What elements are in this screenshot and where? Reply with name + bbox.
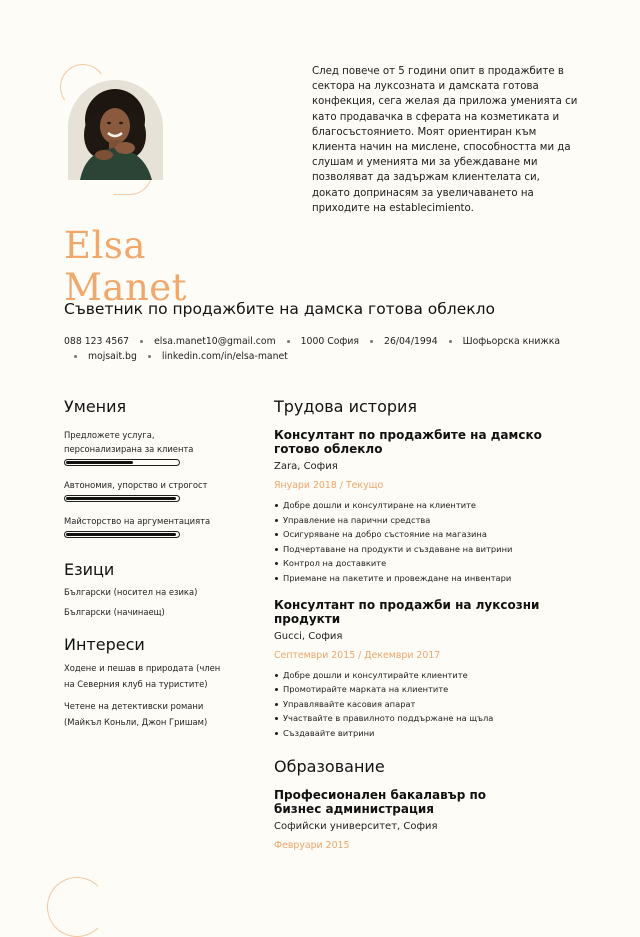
- profile-summary: След повече от 5 години опит в продажбите в сектора на луксозната и дамската готова конфекция, сега желая да приложа уменията си като продавачка в сферата на козметиката и благосъстоянието. Моят ориентиран към клиента начин на мислене, способността ми да слушам и уменията ми за убеждаване ми позволяват да задържам клиентелата си, докато допринасям за увеличаването на приходите на establecimiento.: [312, 66, 578, 214]
- job-position: Консултант по продажбите на дамско готово облекло: [274, 428, 542, 456]
- education-entry: [274, 788, 574, 851]
- separator-dot-icon: [370, 340, 373, 343]
- skill-label: Майсторство на аргументацията: [64, 516, 211, 526]
- job-duties: [274, 498, 574, 586]
- duty-item: Добре дошли и консултирайте клиентите: [274, 668, 574, 683]
- decorative-arc: [47, 877, 107, 937]
- separator-dot-icon: [449, 340, 452, 343]
- right-column: [274, 397, 574, 851]
- contact-row: [64, 350, 584, 365]
- separator-dot-icon: [140, 340, 143, 343]
- contact-info: [64, 335, 584, 364]
- skill-level-bar: [64, 459, 180, 466]
- education-dates: Февруари 2015: [274, 839, 350, 851]
- job-position: Консултант по продажби на луксозни продукти: [274, 597, 540, 626]
- school: Софийски университет, София: [274, 820, 438, 832]
- email-link[interactable]: elsa.manet10@gmail.com: [154, 336, 276, 347]
- full-name: [64, 225, 187, 309]
- duty-item: Контрол на доставките: [274, 556, 574, 571]
- duty-item: Участвайте в правилното поддържане на щъла: [274, 711, 574, 726]
- duty-item: Добре дошли и консултиране на клиентите: [274, 498, 574, 513]
- duty-item: Осигуряване на добро състояние на магазина: [274, 527, 574, 542]
- degree: Професионален бакалавър по бизнес администрация: [274, 787, 486, 816]
- interests-list: [64, 660, 249, 730]
- duty-item: Подчертаване на продукти и създаване на витрини: [274, 542, 574, 557]
- person-portrait-icon: [68, 80, 163, 180]
- interest-item: Четене на детективски романи (Майкъл Коньли, Джон Гришам): [64, 701, 208, 727]
- left-column: [64, 397, 249, 730]
- skill-item: [64, 478, 249, 502]
- language-item: Български (начинаещ): [64, 607, 165, 617]
- phone-text[interactable]: 088 123 4567: [64, 336, 130, 347]
- skills-title: Умения: [64, 397, 127, 416]
- birthdate-text: 26/04/1994: [384, 336, 438, 347]
- duty-item: Промотирайте марката на клиентите: [274, 682, 574, 697]
- job-dates: Септември 2015 / Декември 2017: [274, 649, 441, 661]
- education-title: Образование: [274, 756, 385, 776]
- language-item: Български (носител на езика): [64, 587, 198, 597]
- job-entry: [274, 428, 574, 586]
- skill-level-bar: [64, 531, 180, 538]
- linkedin-link[interactable]: linkedin.com/in/elsa-manet: [161, 350, 288, 362]
- job-dates: Януари 2018 / Текущо: [274, 480, 384, 491]
- license-text: Шофьорска книжка: [462, 336, 561, 347]
- skill-level-fill: [66, 461, 133, 464]
- skill-level-fill: [66, 533, 176, 536]
- website-link[interactable]: mojsait.bg: [88, 350, 137, 362]
- separator-dot-icon: [148, 355, 151, 358]
- job-entry: [274, 598, 574, 741]
- skills-list: [64, 428, 249, 538]
- profile-photo: [68, 80, 163, 180]
- skill-level-bar: [64, 495, 180, 502]
- job-title: Съветник по продажбите на дамска готова облекло: [64, 300, 495, 318]
- duty-item: Управлявайте касовия апарат: [274, 697, 574, 712]
- city-text: 1000 София: [300, 336, 360, 347]
- job-duties: [274, 668, 574, 741]
- job-company: Gucci, София: [274, 630, 343, 642]
- last-name: Manet: [64, 265, 188, 309]
- languages-title: Езици: [64, 560, 115, 579]
- skill-label: Автономия, упорство и строгост: [64, 480, 208, 490]
- interest-item: Ходене и пешав в природата (член на Северния клуб на туристите): [64, 663, 221, 689]
- separator-dot-icon: [74, 355, 77, 358]
- duty-item: Приемане на пакетите и провеждане на инвентари: [274, 571, 574, 586]
- skill-item: [64, 514, 249, 538]
- skill-level-fill: [66, 497, 176, 500]
- skill-item: [64, 428, 249, 466]
- separator-dot-icon: [287, 340, 290, 343]
- job-company: Zara, София: [274, 461, 338, 472]
- interests-title: Интереси: [64, 635, 145, 654]
- work-history-title: Трудова история: [274, 397, 418, 416]
- skill-label: Предложете услуга, персонализирана за клиента: [64, 430, 194, 454]
- languages-list: [64, 585, 249, 619]
- contact-row: [64, 335, 584, 350]
- duty-item: Управление на парични средства: [274, 513, 574, 528]
- duty-item: Създавайте витрини: [274, 726, 574, 741]
- first-name: Elsa: [64, 223, 146, 267]
